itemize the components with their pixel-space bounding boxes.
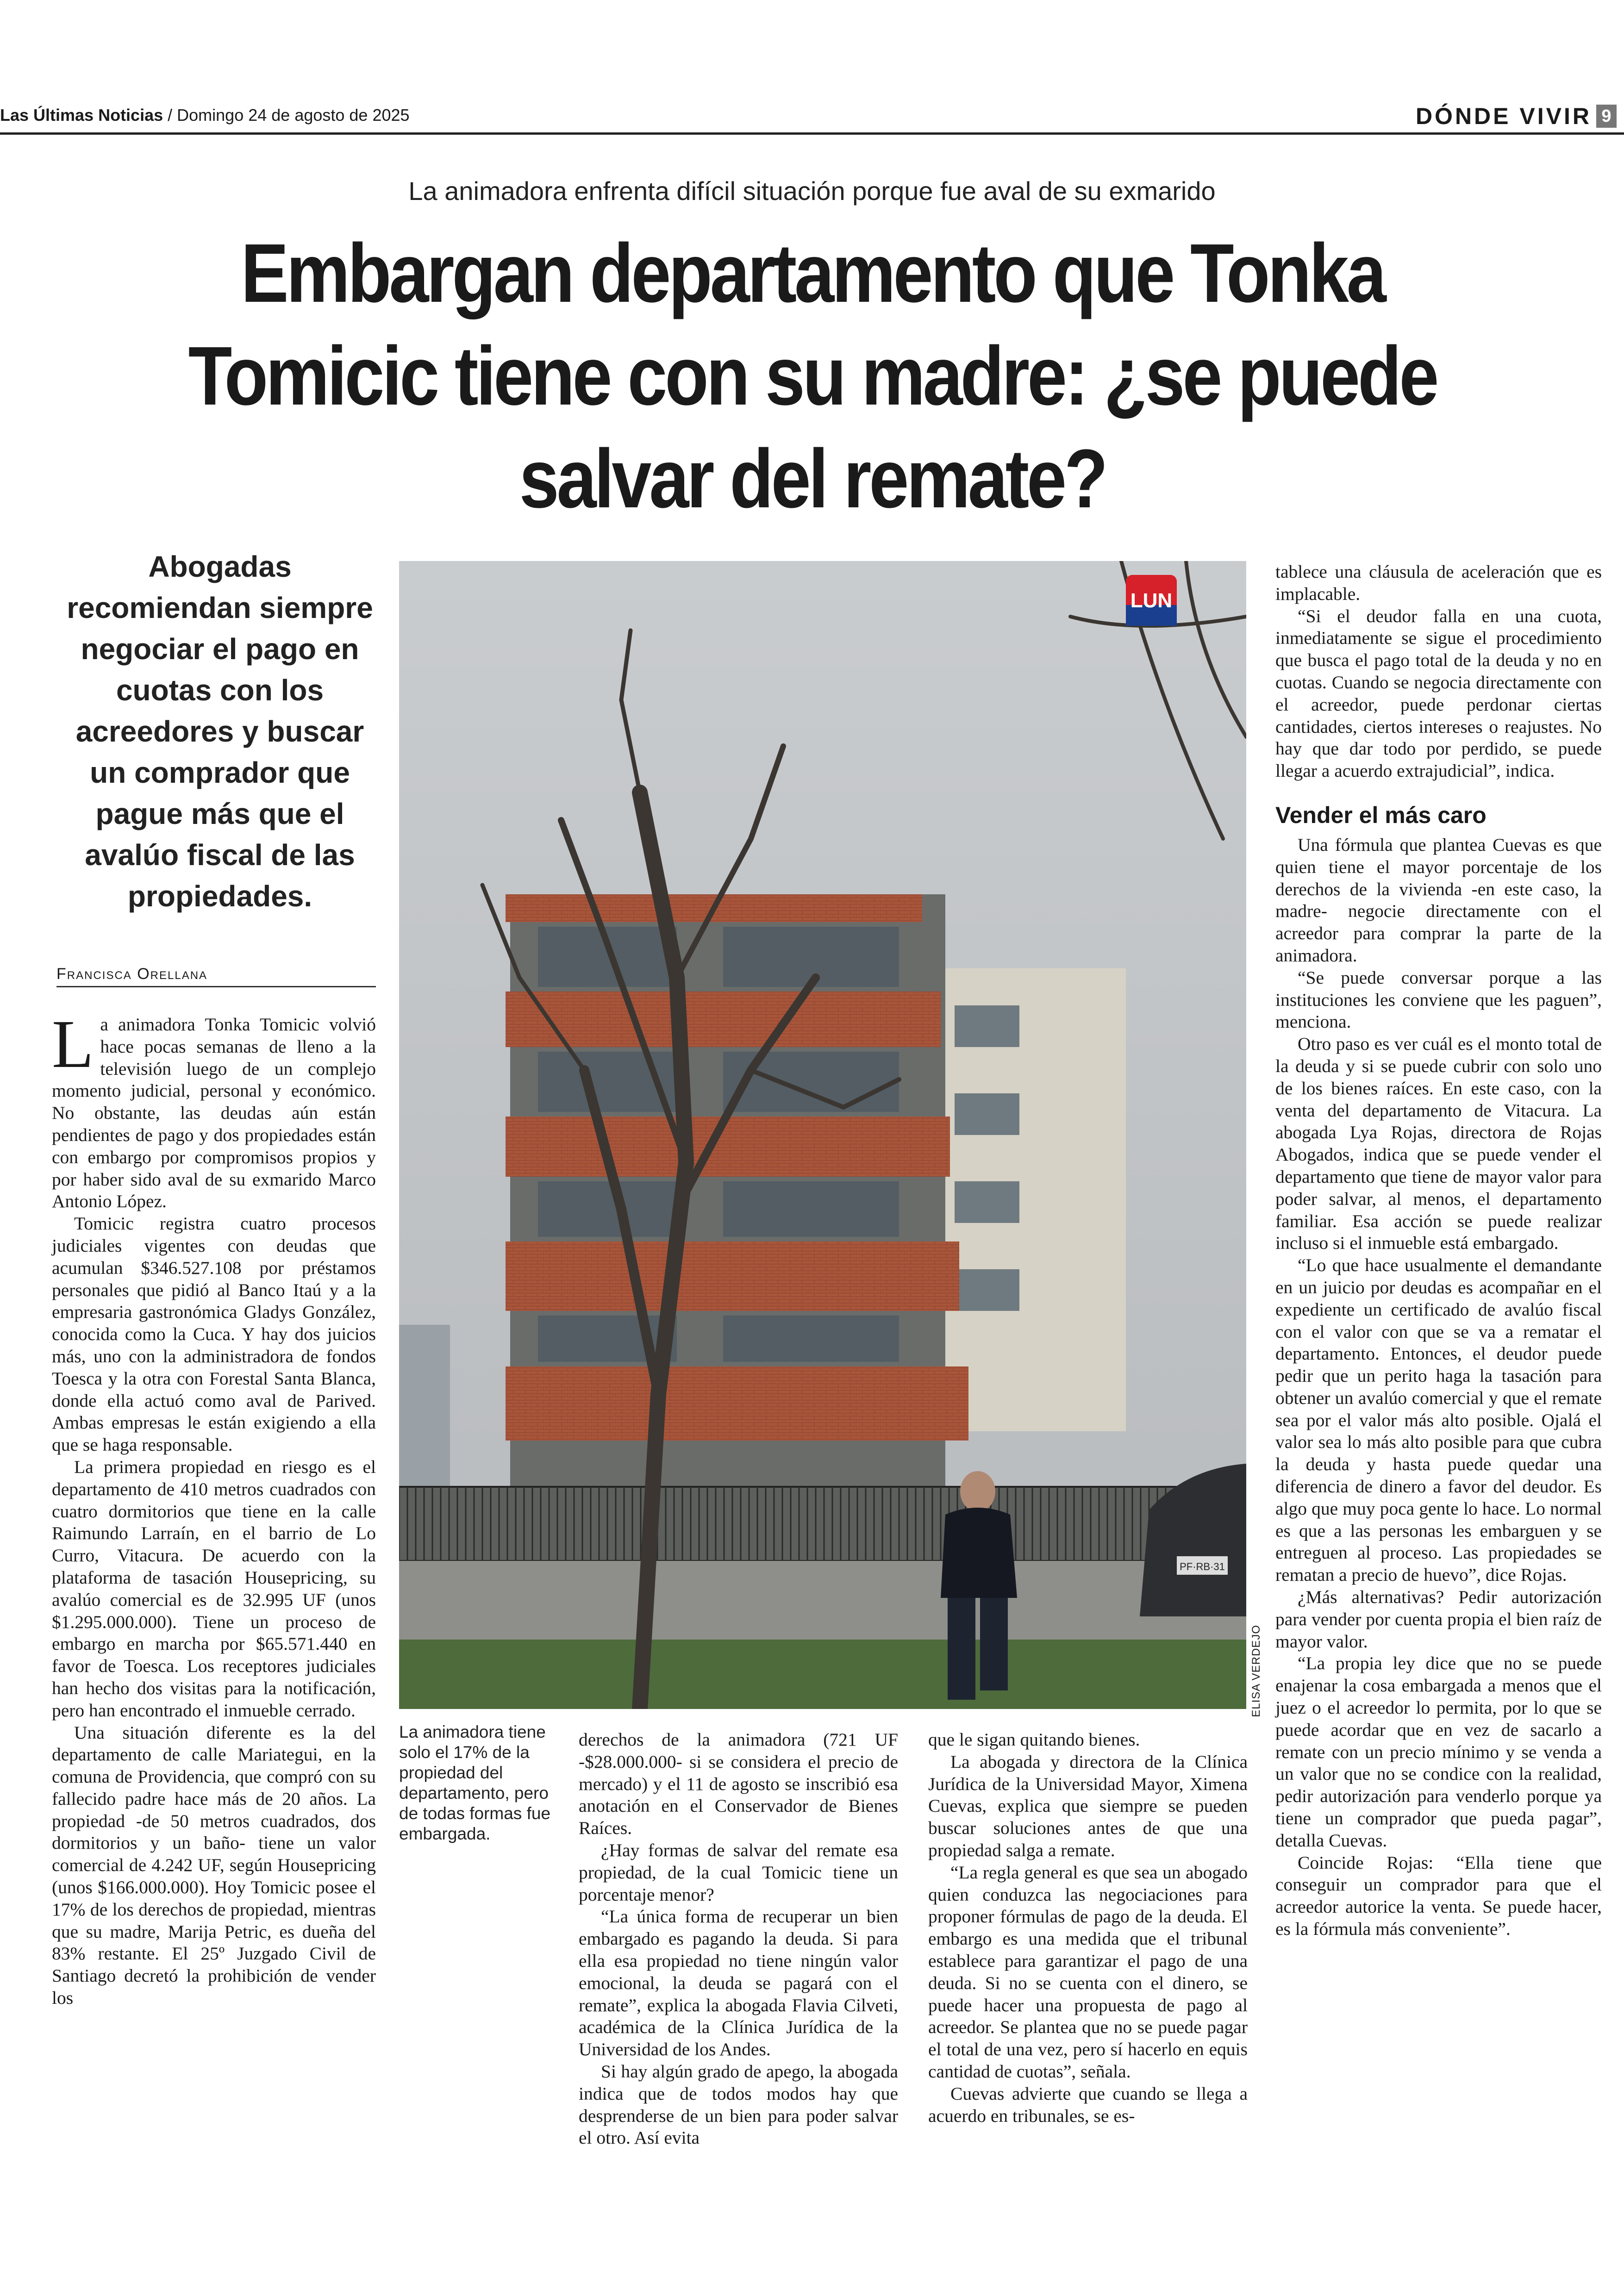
svg-text:LUN: LUN <box>1130 589 1173 612</box>
masthead-separator: / <box>168 106 177 125</box>
paragraph: Una fórmula que plantea Cuevas es que quien tiene el mayor porcentaje de los derechos de la vivienda -en este caso, la madre- negocie directamente con el acreedor para comprar la parte de la animadora. <box>1275 834 1602 966</box>
paragraph: derechos de la animadora (721 UF -$28.000.000- si se considera el precio de mercado) y el 11 de agosto se inscribió esa anotación en el Conservador de Bienes Raíces. <box>579 1729 898 1839</box>
paragraph: Cuevas advierte que cuando se llega a acuerdo en tribunales, se es- <box>928 2083 1248 2126</box>
paragraph: “Se puede conversar porque a las instituciones les conviene que les paguen”, menciona. <box>1275 967 1602 1032</box>
paragraph: Si hay algún grado de apego, la abogada indica que de todos modos hay que desprenderse de un bien para poder salvar el otro. Así evita <box>579 2061 898 2148</box>
paragraph: “La propia ley dice que no se puede enajenar la cosa embargada a menos que el juez o el acreedor lo permita, por lo que se puede acordar que en vez de sacarlo a remate con un precio mínimo y se venda a un valor que no se condice con la realidad, pedir autorización para venderlo porque ya tiene un comprador que pueda pagar”, detalla Cuevas. <box>1275 1653 1602 1851</box>
article-column-4 <box>1275 561 1602 1940</box>
deck: Abogadas recomiendan siempre negociar el pago en cuotas con los acreedores y buscar un comprador que pague más que el avalúo fiscal de las propiedades. <box>67 550 373 913</box>
lead-paragraph: La animadora Tonka Tomicic volvió hace pocas semanas de lleno a la televisión luego de un complejo momento judicial, personal y económico. No obstante, las deudas aún están pendientes de pago y dos propiedades están con embargo por compromisos propios y por haber sido aval de su exmarido Marco Antonio López. <box>52 1006 376 1212</box>
paragraph: Tomicic registra cuatro procesos judiciales vigentes con deudas que acumulan $346.527.108 por préstamos personales que pidió al Banco Itaú y a la empresaria gastronómica Gladys González, conocida como la Cuca. Y hay dos juicios más, uno con la administradora de fondos Toesca y la otra con Forestal Santa Blanca, donde ella actuó como aval de Parived. Ambas empresas le están exigiendo a ella que se haga responsable. <box>52 1213 376 1455</box>
section-name: DÓNDE VIVIR <box>1415 103 1592 129</box>
paragraph: ¿Hay formas de salvar del remate esa propiedad, de la cual Tomicic tiene un porcentaje menor? <box>579 1840 898 1905</box>
paragraph: Otro paso es ver cuál es el monto total de la deuda y si se puede cubrir con solo uno de los bienes raíces. En este caso, con la venta del departamento de Vitacura. La abogada Lya Rojas, directora de Rojas Abogados, indica que se puede vender el departamento que tiene de mayor valor para poder salvar, al menos, el departamento familiar. Esa acción se puede realizar incluso si el inmueble está embargado. <box>1275 1034 1602 1254</box>
publication-name: Las Últimas Noticias <box>0 106 163 125</box>
headline: Embargan departamento que Tonka Tomicic tiene con su madre: ¿se puede salvar del remate? <box>188 227 1437 525</box>
paragraph: “Lo que hace usualmente el demandante en un juicio por deudas es acompañar en el expediente un certificado de avalúo fiscal con el valor con que se va a rematar el departamento. Entonces, el deudor puede pedir que un perito haga la tasación para obtener un avalúo comercial y que el remate sea por el valor más alto posible. Ojalá el valor sea lo más alto posible para que cubra la deuda y hasta puede quedar una diferencia de dinero a favor del deudor. Es algo que muy poca gente lo hace. Lo normal es que a las personas les embarguen y se entreguen al proceso. Las propiedades se rematan a precio de huevo”, dice Rojas. <box>1275 1255 1602 1585</box>
paragraph: La primera propiedad en riesgo es el departamento de 410 metros cuadrados con cuatro dormitorios que tiene en la calle Raimundo Larraín, en el barrio de Lo Curro, Vitacura. De acuerdo con la plataforma de tasación Housepricing, su avalúo comercial es de 32.995 UF (unos $1.295.000.000). Tiene un proceso de embargo en marcha por $65.571.440 en favor de Toesca. Los receptores judiciales han hecho dos visitas para la notificación, pero han encontrado el inmueble cerrado. <box>52 1456 376 1721</box>
license-plate: PF·RB·31 <box>1180 1561 1225 1572</box>
paragraph: “La regla general es que sea un abogado quien conduzca las negociaciones para proponer fórmulas de pago de la deuda. El embargo es una medida que el tribunal establece para garantizar el pago de una deuda. Si no se cuenta con el dinero, se puede hacer una propuesta de pago al acreedor. Se plantea que no se puede pagar el total de una vez, pero sí hacerlo en equis cantidad de cuotas”, señala. <box>928 1862 1248 2082</box>
paragraph: La abogada y directora de la Clínica Jurídica de la Universidad Mayor, Ximena Cuevas, explica que siempre se pueden buscar soluciones antes de que una propiedad salga a remate. <box>928 1751 1248 1860</box>
building-photo <box>399 561 1246 1709</box>
page-number: 9 <box>1596 105 1617 128</box>
header-rule <box>0 132 1624 135</box>
paragraph: Una situación diferente es la del departamento de calle Mariategui, en la comuna de Providencia, que compró con su fallecido padre hace más de 20 años. La propiedad -de 50 metros cuadrados, dos dormitorios y un baño- tiene un valor comercial de 4.242 UF, según Housepricing (unos $166.000.000). Hoy Tomicic posee el 17% de los derechos de propiedad, mientras que su madre, Marija Petric, es dueña del 83% restante. El 25º Juzgado Civil de Santiago decretó la prohibición de vender los <box>52 1722 376 2008</box>
article-column-3 <box>928 1729 1248 2127</box>
photo-caption: La animadora tiene solo el 17% de la propiedad del departamento, pero de todas formas fue embargada. <box>399 1722 551 1843</box>
kicker: La animadora enfrenta difícil situación porque fue aval de su exmarido <box>408 176 1216 206</box>
drop-cap: L <box>52 1006 94 1082</box>
paragraph: ¿Más alternativas? Pedir autorización para vender por cuenta propia el bien raíz de mayor valor. <box>1275 1587 1602 1652</box>
paragraph: “La única forma de recuperar un bien embargado es pagando la deuda. Si para ella esa propiedad no tiene ningún valor emocional, la deuda se pagará con el remate”, explica la abogada Flavia Cilveti, académica de la Clínica Jurídica de la Universidad de los Andes. <box>579 1906 898 2060</box>
photo-credit: ELISA VERDEJO <box>1250 1625 1262 1717</box>
byline: Francisca Orellana <box>56 965 376 987</box>
article-column-1 <box>52 1006 376 2009</box>
subhead: Vender el más caro <box>1275 802 1487 828</box>
lun-logo <box>1126 575 1177 626</box>
article-column-2 <box>579 1729 898 2149</box>
paragraph: “Si el deudor falla en una cuota, inmediatamente se sigue el procedimiento que busca el pago total de la deuda y no en cuotas. Cuando se negocia directamente con el acreedor, puede perdonar ciertas cantidades, ciertos intereses o reajustes. No hay que dar todo por perdido, se puede llegar a acuerdo extrajudicial”, indica. <box>1275 605 1602 781</box>
paragraph: que le sigan quitando bienes. <box>928 1729 1140 1750</box>
paragraph: tablece una cláusula de aceleración que es implacable. <box>1275 561 1602 604</box>
publication-date: Domingo 24 de agosto de 2025 <box>177 106 410 125</box>
section-header <box>1416 103 1617 130</box>
paragraph: Coincide Rojas: “Ella tiene que conseguir un comprador para que el acreedor autorice la venta. Se puede hacer, es la fórmula más conveniente”. <box>1275 1852 1602 1940</box>
masthead-info <box>0 106 410 125</box>
